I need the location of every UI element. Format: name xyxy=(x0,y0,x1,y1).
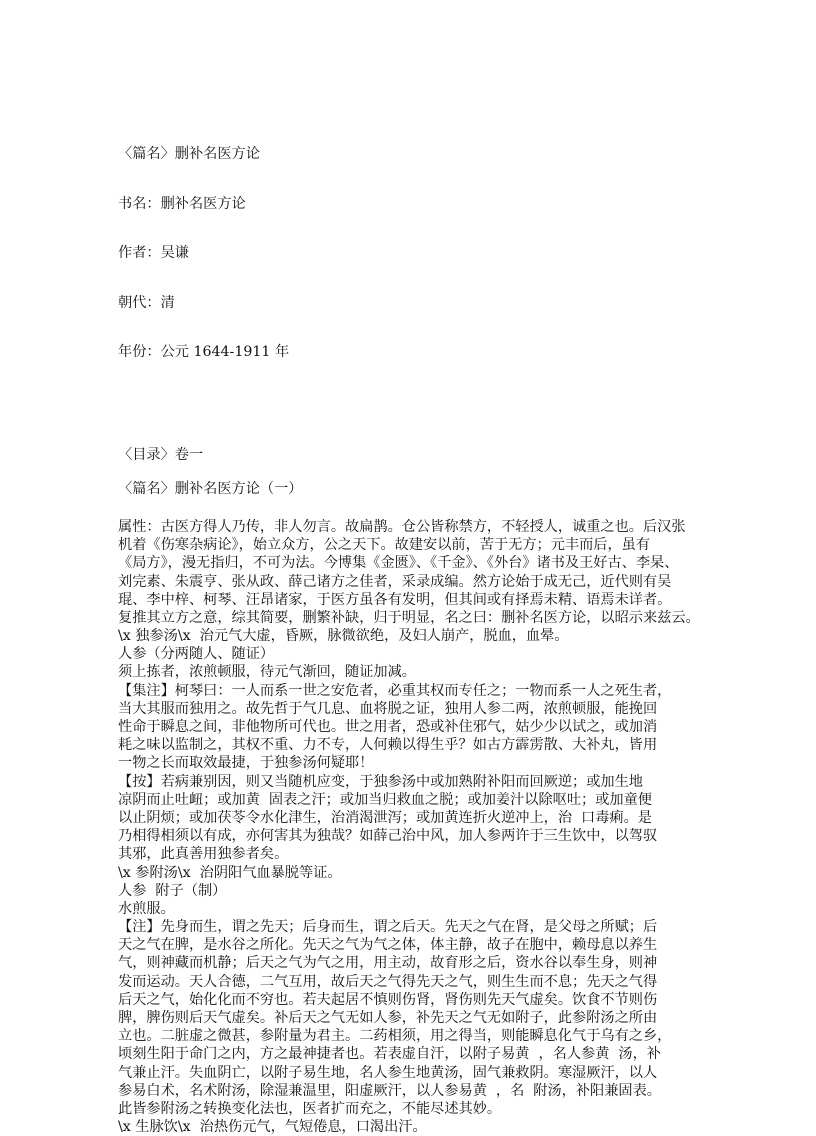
toc-heading: 〈目录〉卷一 xyxy=(118,446,204,463)
body-line: 天之气在脾，是水谷之所化。先天之气为气之体，体主静，故子在胞中，赖母息以养生 xyxy=(118,937,658,954)
body-line: 水煎服。 xyxy=(118,900,175,917)
body-line: 须上拣者，浓煎顿服，待元气渐回，随证加减。 xyxy=(118,664,416,681)
body-line: 参易白术，名术附汤，除湿兼温里，阳虚厥汗，以人参易黄 ，名 附汤，补阳兼固表。 xyxy=(118,1082,661,1099)
body-line: 琨、李中梓、柯琴、汪昂诸家，于医方虽各有发明，但其间或有择焉未精、语焉未详者。 xyxy=(118,591,672,608)
body-line: 脾，脾伤则后天气虚矣。补后天之气无如人参，补先天之气无如附子，此参附汤之所由 xyxy=(118,1010,658,1027)
body-line: 顷刻生阳于命门之内，方之最神捷者也。若表虚自汗，以附子易黄 ，名人参黄 汤，补 xyxy=(118,1046,661,1063)
body-line: 刘完素、朱震亨、张从政、薛己诸方之佳者，采录成编。然方论始于成无己，近代则有吴 xyxy=(118,573,672,590)
body-line: 以止阴烦；或加茯苓令水化津生，治消渴泄泻；或加黄连折火逆冲上，治 口毒痢。是 xyxy=(118,809,652,826)
document-body xyxy=(118,518,816,1136)
body-line: 当大其服而独用之。故先哲于气几息、血将脱之证，独用人参二两，浓煎顿服，能挽回 xyxy=(118,700,658,717)
book-name: 书名：删补名医方论 xyxy=(118,195,246,212)
body-line: 性命于瞬息之间，非他物所可代也。世之用者，恐或补住邪气，姑少少以试之，或加消 xyxy=(118,719,658,736)
body-line: 人参 附子（制） xyxy=(118,882,227,899)
body-line: 后天之气，始化化而不穷也。若夫起居不慎则伤肾，肾伤则先天气虚矣。饮食不节则伤 xyxy=(118,991,658,1008)
body-line: 属性：古医方得人乃传，非人勿言。故扁鹊。仓公皆称禁方，不轻授人，诚重之也。后汉张 xyxy=(118,518,686,535)
body-line: 发而运动。天人合德，二气互用，故后天之气得先天之气，则生生而不息；先天之气得 xyxy=(118,973,658,990)
body-line: 机着《伤寒杂病论》，始立众方，公之天下。故建安以前，苦于无方；元丰而后，虽有 xyxy=(118,537,651,554)
body-line: 复推其立方之意，综其简要，删繁补缺，归于明显，名之曰：删补名医方论，以昭示来兹云。 xyxy=(118,609,700,626)
body-line: 【集注】柯琴曰：一人而系一世之安危者，必重其权而专任之；一物而系一人之死生者， xyxy=(118,682,672,699)
body-line: \x 生脉饮\x 治热伤元气，气短倦息，口渴出汗。 xyxy=(118,1119,427,1136)
body-line: 立也。二脏虚之微甚，参附量为君主。二药相须，用之得当，则能瞬息化气于乌有之乡， xyxy=(118,1028,672,1045)
year: 年份：公元 1644-1911 年 xyxy=(118,344,290,361)
body-line: 凉阴而止吐衄；或加黄 固表之汗；或加当归救血之脱；或加姜汁以除呕吐；或加童便 xyxy=(118,791,652,808)
body-line: 乃相得相须以有成，亦何害其为独哉？如薛己治中风，加人参两许于三生饮中，以驾驭 xyxy=(118,828,658,845)
body-line: 一物之长而取效最捷，于独参汤何疑耶！ xyxy=(118,755,374,772)
author: 作者：吴谦 xyxy=(118,245,189,262)
document-metadata xyxy=(118,114,816,394)
body-line: 此皆参附汤之转换变化法也，医者扩而充之，不能尽述其妙。 xyxy=(118,1100,502,1117)
body-line: 【注】先身而生，谓之先天；后身而生，谓之后天。先天之气在肾，是父母之所赋；后 xyxy=(118,919,658,936)
section-heading: 〈篇名〉删补名医方论（一） xyxy=(118,480,303,497)
body-line: 【按】若病兼别因，则又当随机应变，于独参汤中或加熟附补阳而回厥逆；或加生地 xyxy=(118,773,643,790)
body-line: 其邪，此真善用独参者矣。 xyxy=(118,846,289,863)
chapter-heading: 〈篇名〉删补名医方论 xyxy=(118,146,260,162)
body-line: 人参（分两随人、随证） xyxy=(118,646,275,663)
body-line: 《局方》，漫无指归，不可为法。今博集《金匮》、《千金》、《外台》诸书及王好古、李杲、 xyxy=(118,555,679,572)
body-line: \x 参附汤\x 治阴阳气血暴脱等证。 xyxy=(118,864,342,881)
body-line: 气兼止汗。失血阴亡，以附子易生地，名人参生地黄汤，固气兼救阴。寒湿厥汗，以人 xyxy=(118,1064,658,1081)
body-line: 耗之味以监制之，其权不重、力不专，人何赖以得生乎？如古方霹雳散、大补丸，皆用 xyxy=(118,737,658,754)
body-line: \x 独参汤\x 治元气大虚，昏厥，脉微欲绝，及妇人崩产，脱血，血晕。 xyxy=(118,628,569,645)
dynasty: 朝代：清 xyxy=(118,294,175,311)
body-line: 气，则神藏而机静；后天之气为气之用，用主动，故育形之后，资水谷以奉生身，则神 xyxy=(118,955,658,972)
